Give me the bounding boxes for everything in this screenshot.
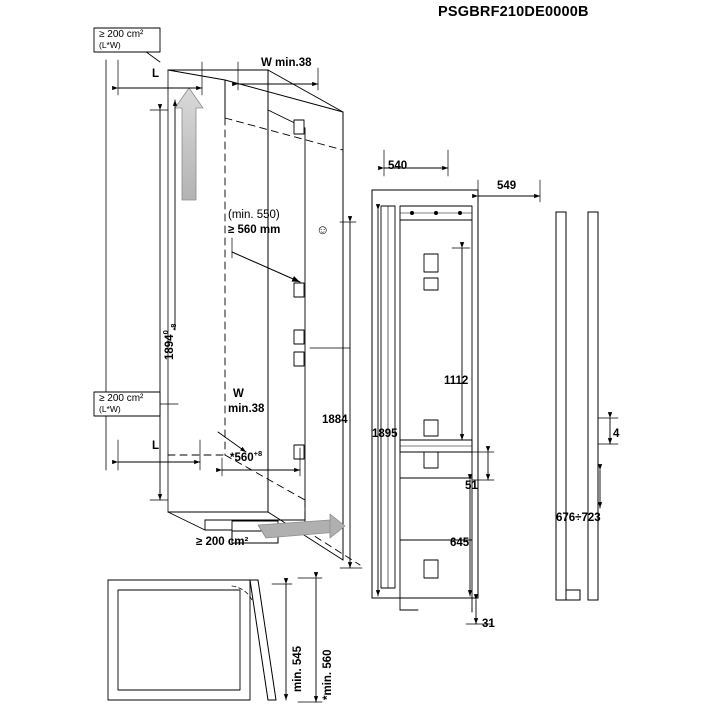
depth-560mm-label: ≥ 560 mm (228, 224, 281, 236)
vent-mid-lw-label: (L*W) (99, 404, 121, 414)
w-min38-top-label: W min.38 (261, 57, 312, 69)
vent-top-lw-label: (L*W) (99, 40, 121, 50)
vent-top-area-label: ≥ 200 cm² (99, 29, 144, 40)
plan-min-560-label: *min. 560 (322, 649, 334, 700)
min550-label: (min. 550) (228, 209, 280, 221)
dim-540-label: 540 (388, 160, 408, 172)
vent-bottom-area-label: ≥ 200 cm² (196, 536, 249, 548)
dim-1112-label: 1112 (444, 375, 469, 387)
min38-side-label: min.38 (228, 403, 265, 415)
l-mid-label: L (152, 440, 160, 452)
height-1894-label: $1894^0_{-8}$ (161, 323, 179, 360)
dim-31-label: 31 (482, 618, 495, 630)
dim-645-label: 645 (450, 537, 470, 549)
smiley-icon: ☺ (316, 222, 330, 237)
depth-560-plus8-label: $*560^{+8}$ (230, 449, 263, 464)
l-top-label: L (152, 68, 160, 80)
plan-min-545-label: min. 545 (292, 645, 304, 692)
dim-1895-label: 1895 (372, 428, 398, 440)
dim-549-label: 549 (497, 180, 517, 192)
drawing-code: PSGBRF210DE0000B (438, 4, 589, 20)
dim-676-723-label: 676÷723 (556, 512, 601, 524)
dim-51-label: 51 (465, 480, 478, 492)
vent-mid-area-label: ≥ 200 cm² (99, 393, 144, 404)
dim-4-label: 4 (613, 428, 620, 440)
dim-1884-label: 1884 (322, 414, 348, 426)
w-side-label: W (233, 388, 244, 400)
